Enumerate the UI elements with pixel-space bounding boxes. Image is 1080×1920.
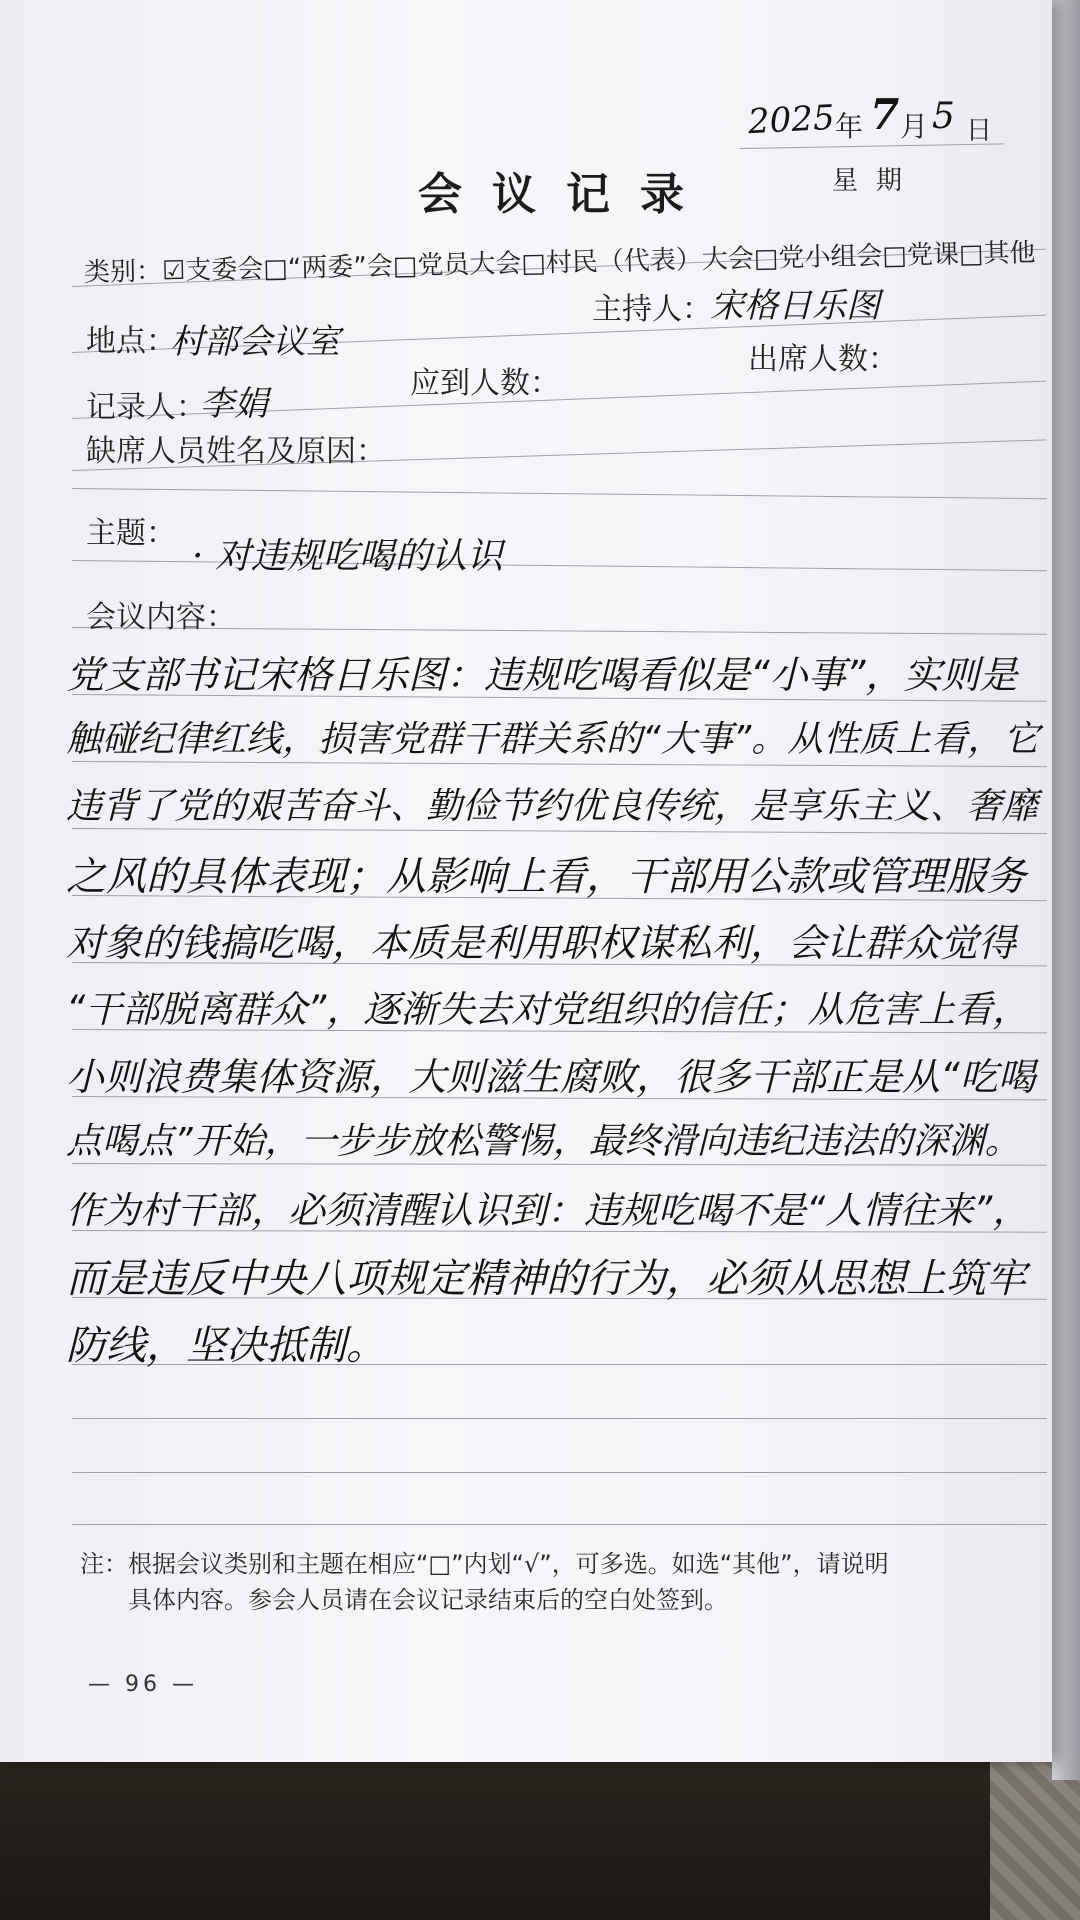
topic-label: 主题：: [86, 516, 176, 551]
content-line: 而是违反中央八项规定精神的行为，必须从思想上筑牢: [66, 1256, 1026, 1302]
category-field: 类别：☑支委会□“两委”会□党员大会□村民（代表）大会□党小组会□党课□其他: [83, 238, 1036, 288]
page-number: — 96 —: [88, 1672, 198, 1697]
present-count-label: 出席人数：: [748, 342, 898, 377]
ruled-line: [72, 1524, 1047, 1525]
recorder-value: 李娟: [200, 384, 268, 424]
month-label: 月: [900, 110, 929, 143]
date-underline: [740, 143, 1004, 149]
year-label: 年: [835, 110, 864, 143]
content-label: 会议内容：: [86, 600, 236, 635]
footnote-line: 注：根据会议类别和主题在相应“□”内划“√”，可多选。如选“其他”，请说明: [80, 1550, 889, 1578]
host-value: 宋格日乐图: [710, 286, 880, 326]
ruled-line: [72, 1418, 1047, 1419]
content-line: 点喝点”开始，一步步放松警惕，最终滑向违纪违法的深渊。: [66, 1121, 1021, 1162]
recorder-label: 记录人：: [86, 390, 206, 425]
content-line: 违背了党的艰苦奋斗、勤俭节约优良传统，是享乐主义、奢靡: [66, 786, 1039, 827]
ruled-line: [72, 1472, 1047, 1473]
absent-label: 缺席人员姓名及原因：: [86, 434, 386, 469]
host-label: 主持人：: [592, 292, 712, 327]
date-year: 2025: [747, 97, 836, 143]
content-line: 防线，坚决抵制。: [66, 1323, 386, 1369]
content-line: 触碰纪律红线，损害党群干群关系的“大事”。从性质上看，它: [66, 719, 1040, 760]
place-label: 地点：: [86, 324, 176, 359]
content-line: 小则浪费集体资源，大则滋生腐败，很多干部正是从“吃喝: [66, 1055, 1036, 1099]
ruled-line: [72, 488, 1047, 499]
page-title: 会议记录: [418, 169, 714, 220]
content-line: 之风的具体表现；从影响上看，干部用公款或管理服务: [66, 854, 1026, 900]
content-line: “干部脱离群众”，逐渐失去对党组织的信任；从危害上看，: [66, 988, 1030, 1031]
content-line: 作为村干部，必须清醒认识到：违规吃喝不是“人情往来”，: [66, 1189, 1030, 1232]
footnote-line: 具体内容。参会人员请在会议记录结束后的空白处签到。: [128, 1586, 728, 1614]
page-edge: [1052, 0, 1080, 1780]
expected-count-label: 应到人数：: [410, 366, 560, 401]
day-label: 日: [966, 116, 993, 146]
place-value: 村部会议室: [170, 322, 340, 362]
table-surface: [0, 1740, 1080, 1920]
date-month: 7: [870, 90, 900, 139]
date-day: 5: [932, 96, 955, 137]
content-line: 党支部书记宋格日乐图：违规吃喝看似是“小事”，实则是: [66, 653, 1018, 697]
weekday-label: 星期: [832, 166, 921, 196]
content-line: 对象的钱搞吃喝，本质是利用职权谋私利，会让群众觉得: [66, 921, 1017, 965]
topic-value: · 对违规吃喝的认识: [192, 536, 503, 577]
